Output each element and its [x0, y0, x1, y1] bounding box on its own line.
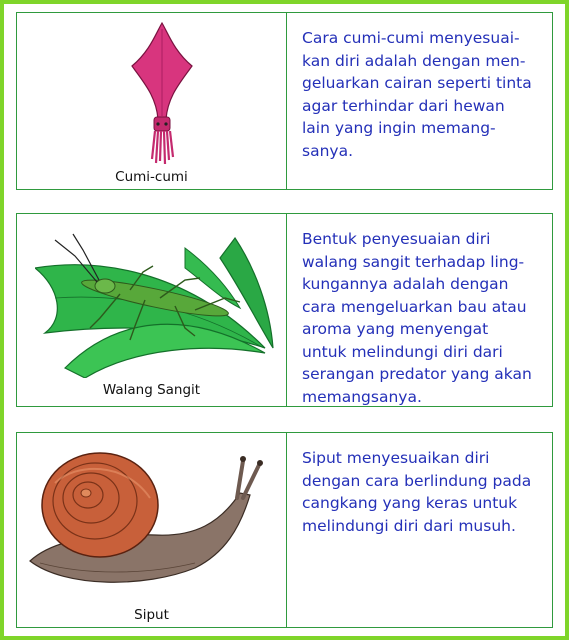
- image-cell-squid: [17, 13, 287, 189]
- card-stink-bug: [16, 213, 553, 407]
- squid-illustration: [112, 21, 212, 171]
- card-squid: [16, 12, 553, 190]
- stink-bug-illustration: [35, 228, 275, 378]
- image-cell-stink-bug: [17, 214, 287, 406]
- caption-stink-bug: Walang Sangit: [102, 382, 201, 398]
- description-snail: Siput menyesuaikan diri dengan cara berlindung pada cangkang yang keras untuk melindungi diri dari musuh.: [302, 449, 532, 535]
- description-squid: Cara cumi-cumi menyesuai- kan diri adalah dengan men- geluarkan cairan seperti tinta agar terhindar dari hewan lain yang ingin memang- sanya.: [302, 29, 532, 160]
- caption-squid: Cumi-cumi: [115, 169, 188, 185]
- card-snail: [16, 432, 553, 628]
- image-cell-snail: [17, 433, 287, 627]
- caption-snail: Siput: [134, 607, 169, 623]
- description-stink-bug: Bentuk penyesuaian diri walang sangit terhadap ling- kungannya adalah dengan cara mengeluarkan bau atau aroma yang menyengat untuk melindungi diri dari serangan predator yang akan memangsanya.: [302, 230, 532, 406]
- snail-illustration: [25, 443, 265, 593]
